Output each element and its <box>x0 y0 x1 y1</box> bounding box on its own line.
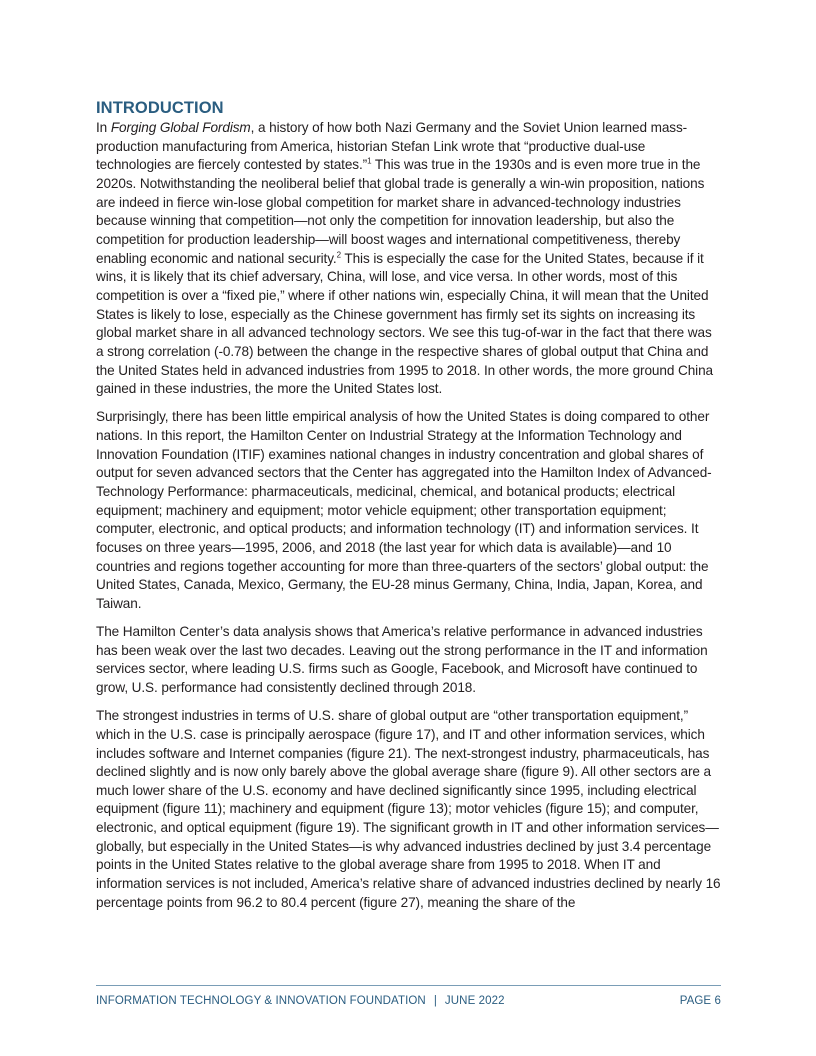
section-heading: INTRODUCTION <box>96 99 224 117</box>
footer-divider <box>96 985 721 986</box>
book-title: Forging Global Fordism <box>110 120 251 135</box>
paragraph-3: The Hamilton Center’s data analysis shows that America’s relative performance in advanced industries has been weak over the last two decades. Leaving out the strong performance in the IT and information services sector, where leading U.S. firms such as Google, Facebook, and Microsoft have continued to grow, U.S. performance had consistently declined through 2018. <box>96 624 708 696</box>
paragraph-1-text-a: In <box>96 120 111 135</box>
footnote-ref-1[interactable]: 1 <box>367 156 372 166</box>
footer-separator: | <box>433 995 437 1007</box>
page-footer <box>96 995 721 1007</box>
paragraph-1-text-b: , a history of how both Nazi Germany and the Soviet Union learned mass-production manufacturing from America, historian Stefan Link wrote that “productive dual-use technologies are fiercely contested by states.” <box>96 120 688 173</box>
paragraph-1-text-d: This is especially the case for the United States, because if it wins, it is likely that its chief adversary, China, will lose, and vice versa. In other words, most of this competition is over a “fixed pie,” where if other nations win, especially China, it will mean that the United States is likely to lose, especially as the Chinese government has firmly set its sights on increasing its global market share in all advanced technology sectors. We see this tug-of-war in the fact that there was a strong correlation (-0.78) between the change in the respective shares of global output that China and the United States held in advanced industries from 1995 to 2018. In other words, the more ground China gained in these industries, the more the United States lost. <box>96 250 714 397</box>
paragraph-2: Surprisingly, there has been little empirical analysis of how the United States is doing compared to other nations. In this report, the Hamilton Center on Industrial Strategy at the Information Technology and Innovation Foundation (ITIF) examines national changes in industry concentration and global shares of output for seven advanced sectors that the Center has aggregated into the Hamilton Index of Advanced-Technology Performance: pharmaceuticals, medicinal, chemical, and botanical products; electrical equipment; machinery and equipment; motor vehicle equipment; other transportation equipment; computer, electronic, and optical products; and information technology (IT) and information services. It focuses on three years—1995, 2006, and 2018 (the last year for which data is available)—and 10 countries and regions together accounting for more than three-quarters of the sectors’ global output: the United States, Canada, Mexico, Germany, the EU-28 minus Germany, China, India, Japan, Korea, and Taiwan. <box>96 409 712 611</box>
paragraph-4: The strongest industries in terms of U.S. share of global output are “other transportation equipment,” which in the U.S. case is principally aerospace (figure 17), and IT and other information services, which includes software and Internet companies (figure 21). The next-strongest industry, pharmaceuticals, has declined slightly and is now only barely above the global average share (figure 9). All other sectors are a much lower share of the U.S. economy and have declined significantly since 1995, including electrical equipment (figure 11); machinery and equipment (figure 13); motor vehicles (figure 15); and computer, electronic, and optical equipment (figure 19). The significant growth in IT and other information services—globally, but especially in the United States—is why advanced industries declined by just 3.4 percentage points in the United States relative to the global average share from 1995 to 2018. When IT and information services is not included, America’s relative share of advanced industries declined by nearly 16 percentage points from 96.2 to 80.4 percent (figure 27), meaning the share of the <box>96 708 721 910</box>
paragraph-1 <box>96 119 722 399</box>
page-content <box>96 97 722 922</box>
page-number: PAGE 6 <box>679 995 721 1007</box>
footer-date: JUNE 2022 <box>444 995 505 1007</box>
paragraph-1-text-c: This was true in the 1930s and is even more true in the 2020s. Notwithstanding the neoliberal belief that global trade is generally a win-win proposition, nations are indeed in fierce win-lose global competition for market share in advanced-technology industries because winning that competition—not only the competition for innovation leadership, but also the competition for production leadership—will boost wages and international competitiveness, thereby enabling economic and national security. <box>96 157 705 266</box>
footer-org: INFORMATION TECHNOLOGY & INNOVATION FOUNDATION <box>96 995 426 1007</box>
footer-left <box>96 995 505 1007</box>
footnote-ref-2[interactable]: 2 <box>336 250 341 260</box>
